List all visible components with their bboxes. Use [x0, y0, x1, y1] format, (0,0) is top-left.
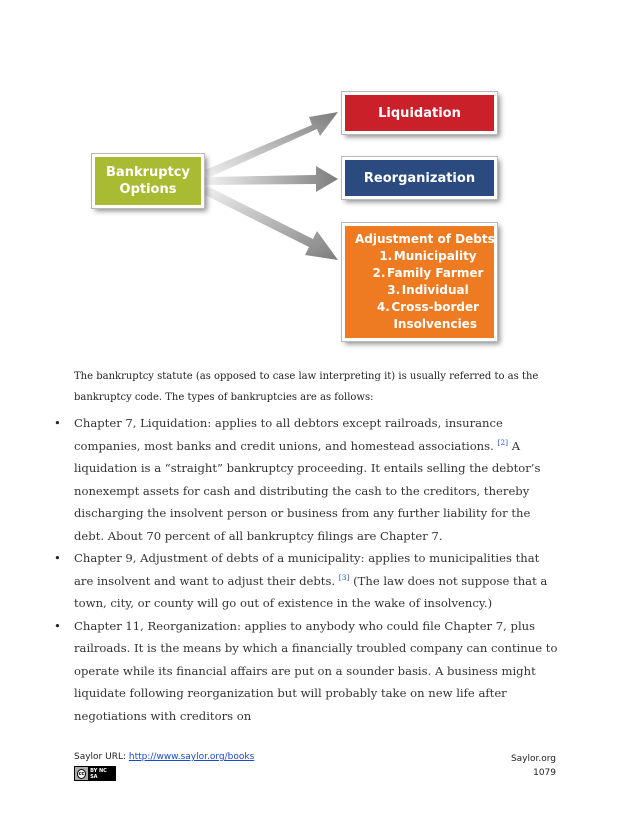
bankruptcy-types-list	[50, 412, 560, 727]
reorganization-label: Reorganization	[363, 170, 476, 186]
bullet-dot: •	[54, 618, 61, 633]
bankruptcy-options-diagram	[0, 0, 630, 360]
caption-line: bankruptcy code. The types of bankruptcies are as follows:	[74, 392, 374, 403]
footnote-link[interactable]: [3]	[338, 572, 350, 582]
caption-line: The bankruptcy statute (as opposed to case law interpreting it) is usually referred to as the	[74, 371, 539, 382]
footer-page-info	[511, 752, 556, 780]
page-number: 1079	[533, 768, 556, 778]
adjustment-item: 4. Cross-border Insolvencies	[376, 300, 480, 331]
license-icons: BY NC SA	[88, 767, 115, 781]
bullet-dot: •	[54, 416, 61, 430]
bullet-dot: •	[54, 551, 61, 565]
liquidation-box	[342, 92, 497, 134]
list-item: • Chapter 11, Reorganization: applies to anybody who could file Chapter 7, plus railroads. It is the means by which a financially troubled company can continue to operate while its financial affairs are put on a sounder basis. A business might liquidate following reorganization but will probably take on new life after negotiations with creditors on	[50, 615, 560, 728]
adjustment-list	[355, 248, 483, 333]
adjustment-item: 3. Individual	[387, 283, 469, 297]
adjustment-of-debts-box	[342, 223, 497, 341]
footer-url	[74, 752, 254, 762]
figure-caption	[74, 366, 554, 408]
footnote-link[interactable]: [2]	[497, 437, 509, 447]
options-label-line2: Options	[119, 182, 177, 197]
saylor-books-link[interactable]: http://www.saylor.org/books	[128, 752, 255, 762]
list-item: • Chapter 9, Adjustment of debts of a municipality: applies to municipalities that are insolvent and want to adjust their debts. [3] (The law does not suppose that a town, city, or county will go out of existence in the wake of insolvency.)	[50, 547, 560, 615]
cc-icon: cc	[78, 770, 85, 777]
adjustment-title: Adjustment of Debts	[355, 232, 495, 246]
adjustment-item: 2. Family Farmer	[372, 266, 484, 280]
bankruptcy-options-box	[92, 154, 204, 208]
adjustment-item: 1. Municipality	[379, 249, 477, 263]
reorganization-box	[342, 157, 497, 199]
creative-commons-badge[interactable]	[74, 766, 116, 781]
footer-url-label: Saylor URL:	[74, 752, 127, 762]
footer-site: Saylor.org	[510, 754, 556, 764]
list-item: • Chapter 7, Liquidation: applies to all debtors except railroads, insurance companies, most banks and credit unions, and homestead associations. [2] A liquidation is a “straight” bankruptcy proceeding. It entails selling the debtor’s nonexempt assets for cash and distributing the cash to the creditors, thereby discharging the insolvent person or business from any further liability for the debt. About 70 percent of all bankruptcy filings are Chapter 7.	[50, 412, 560, 547]
options-label-line1: Bankruptcy	[106, 165, 190, 180]
arrow-to-adjustment	[203, 186, 338, 260]
liquidation-label: Liquidation	[378, 105, 461, 121]
